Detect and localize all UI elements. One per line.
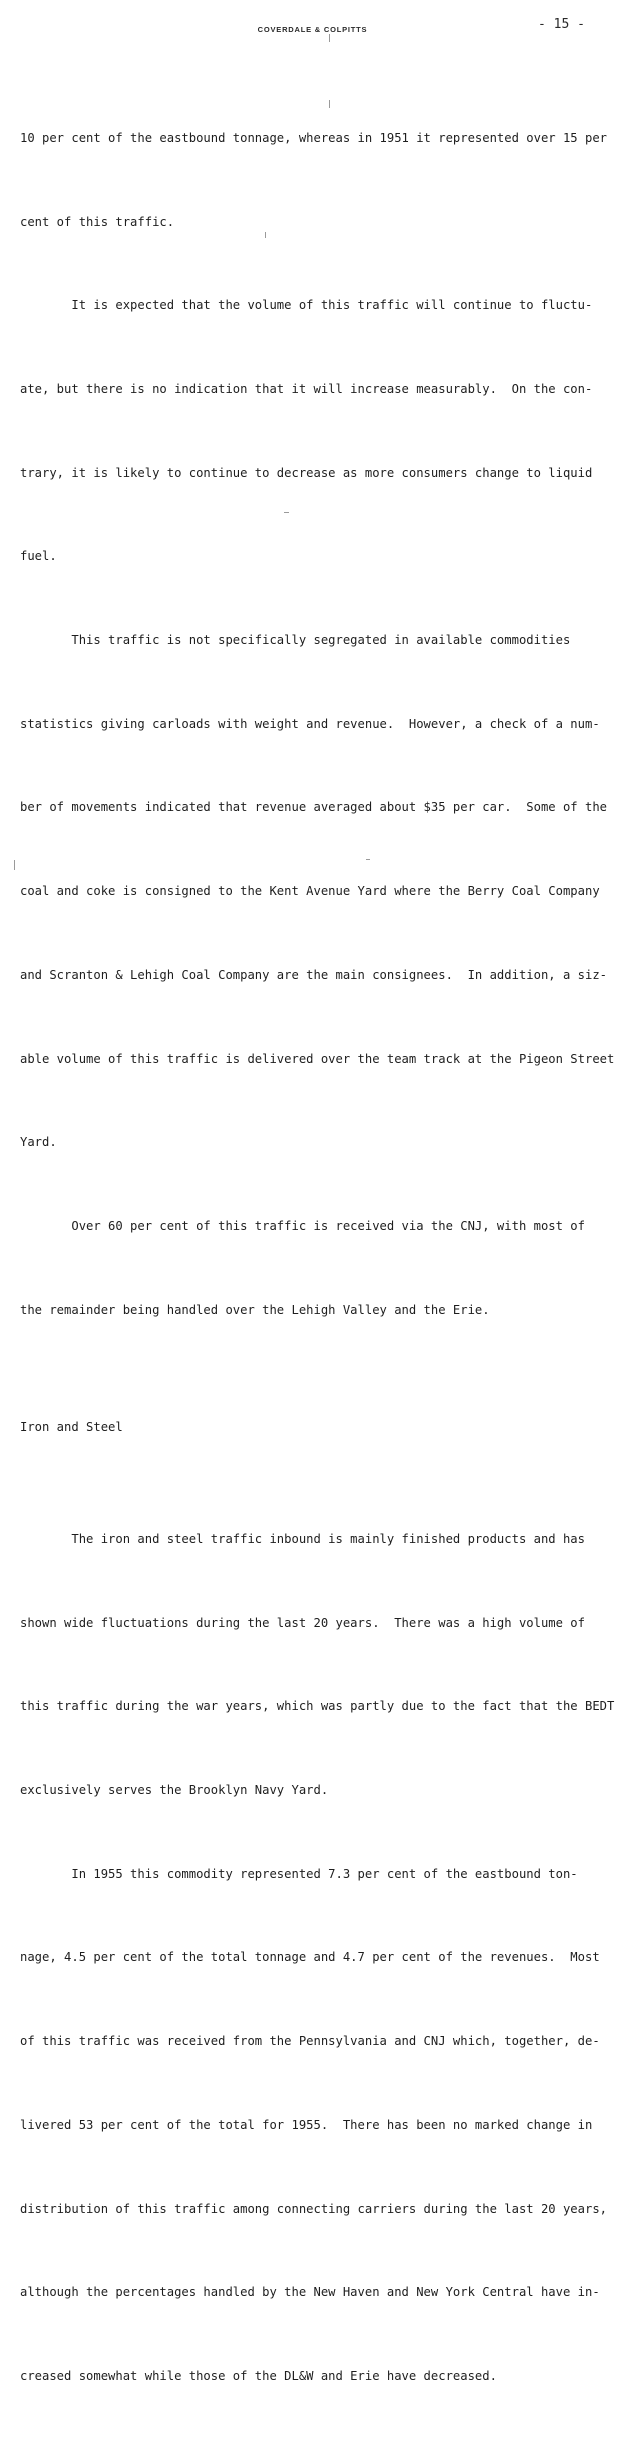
text-line: ber of movements indicated that revenue averaged about $35 per car. Some of the xyxy=(20,800,607,815)
text-line: Yard. xyxy=(20,1135,57,1150)
text-line: and Scranton & Lehigh Coal Company are the main consignees. In addition, a siz- xyxy=(20,967,607,982)
text-line: able volume of this traffic is delivered over the team track at the Pigeon Street xyxy=(20,1051,615,1066)
text-line: The iron and steel traffic inbound is mainly finished products and has xyxy=(20,1531,585,1546)
text-line: It is expected that the volume of this traffic will continue to fluctu- xyxy=(20,298,593,313)
text-line: Over 60 per cent of this traffic is received via the CNJ, with most of xyxy=(20,1218,585,1233)
text-line: This traffic is not specifically segregated in available commodities xyxy=(20,633,571,648)
text-line: the remainder being handled over the Lehigh Valley and the Erie. xyxy=(20,1302,490,1317)
body-text xyxy=(20,69,615,2447)
firm-header: COVERDALE & COLPITTS xyxy=(257,25,368,34)
scan-mark xyxy=(284,512,289,513)
scan-mark xyxy=(329,100,330,108)
scan-mark xyxy=(14,860,15,870)
text-line: distribution of this traffic among connecting carriers during the last 20 years, xyxy=(20,2201,607,2216)
text-line: fuel. xyxy=(20,549,57,564)
text-line: this traffic during the war years, which was partly due to the fact that the BEDT xyxy=(20,1699,615,1714)
text-line: In 1955 this commodity represented 7.3 per cent of the eastbound ton- xyxy=(20,1866,578,1881)
page-number: - 15 - xyxy=(538,17,585,32)
section-heading: Iron and Steel xyxy=(20,1420,123,1435)
text-line: exclusively serves the Brooklyn Navy Yard. xyxy=(20,1782,329,1797)
text-line: trary, it is likely to continue to decrease as more consumers change to liquid xyxy=(20,465,593,480)
text-line: of this traffic was received from the Pennsylvania and CNJ which, together, de- xyxy=(20,2034,600,2049)
scan-mark xyxy=(329,34,330,42)
text-line: statistics giving carloads with weight and revenue. However, a check of a num- xyxy=(20,716,600,731)
text-line: creased somewhat while those of the DL&W and Erie have decreased. xyxy=(20,2368,497,2383)
text-line: shown wide fluctuations during the last 20 years. There was a high volume of xyxy=(20,1615,585,1630)
text-line: livered 53 per cent of the total for 1955. There has been no marked change in xyxy=(20,2117,593,2132)
text-line: coal and coke is consigned to the Kent Avenue Yard where the Berry Coal Company xyxy=(20,884,600,899)
text-line: ate, but there is no indication that it will increase measurably. On the con- xyxy=(20,381,593,396)
text-line: although the percentages handled by the New Haven and New York Central have in- xyxy=(20,2285,600,2300)
text-line: 10 per cent of the eastbound tonnage, whereas in 1951 it represented over 15 per xyxy=(20,130,607,145)
text-line: nage, 4.5 per cent of the total tonnage and 4.7 per cent of the revenues. Most xyxy=(20,1950,600,1965)
scan-mark xyxy=(366,859,370,860)
text-line: cent of this traffic. xyxy=(20,214,175,229)
scan-mark xyxy=(265,232,266,238)
